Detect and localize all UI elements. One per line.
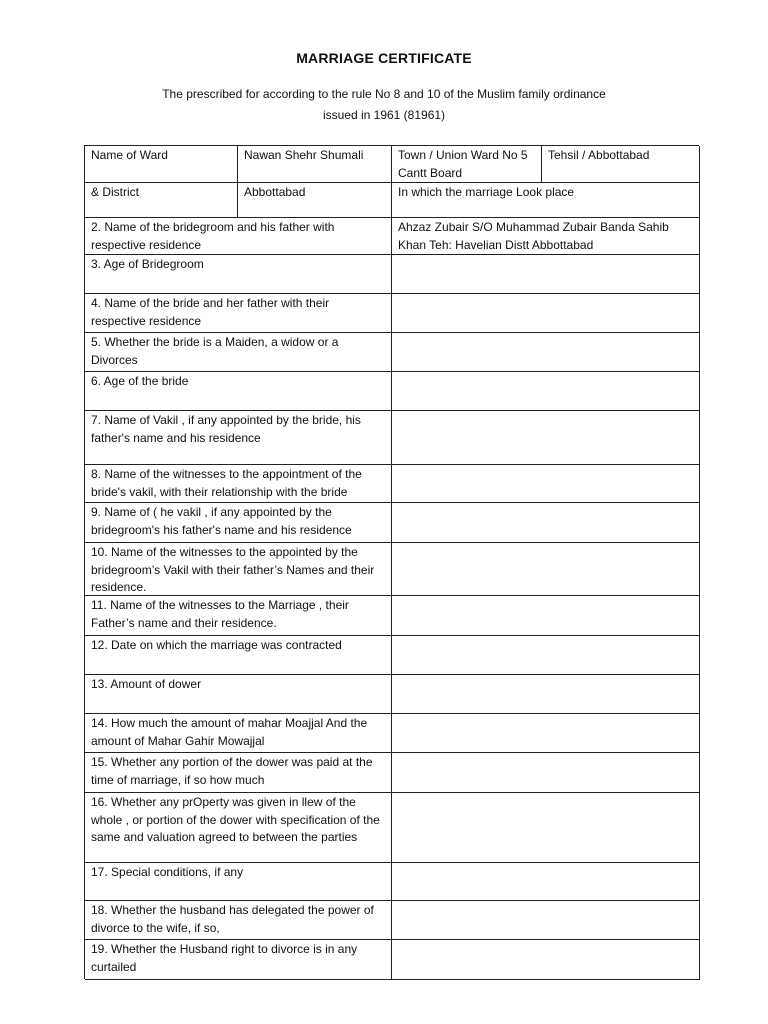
question-12-answer (392, 636, 700, 675)
question-15-label: 15. Whether any portion of the dower was paid at the time of marriage, if so how much (85, 753, 392, 793)
question-5-answer (392, 333, 700, 372)
subtitle-line-2: issued in 1961 (81961) (322, 108, 446, 122)
question-19-answer (392, 940, 700, 980)
subtitle-line-1: The prescribed for according to the rule No 8 and 10 of the Muslim family ordinance (162, 87, 606, 101)
question-11-label: 11. Name of the witnesses to the Marriage , their Father’s name and their residence. (85, 596, 392, 636)
name-of-ward-value: Nawan Shehr Shumali (238, 146, 392, 183)
question-14-label: 14. How much the amount of mahar Moajjal And the amount of Mahar Gahir Mowajjal (85, 714, 392, 753)
question-2-label: 2. Name of the bridegroom and his father with respective residence (85, 218, 392, 255)
question-11-answer (392, 596, 700, 636)
question-2-answer: Ahzaz Zubair S/O Muhammad Zubair Banda Sahib Khan Teh: Havelian Distt Abbottabad (392, 218, 700, 255)
question-9-answer (392, 503, 700, 543)
question-16-answer (392, 793, 700, 863)
question-10-answer (392, 543, 700, 596)
question-12-label: 12. Date on which the marriage was contracted (85, 636, 392, 675)
question-8-answer (392, 465, 700, 503)
name-of-ward-label: Name of Ward (85, 146, 238, 183)
question-14-answer (392, 714, 700, 753)
question-7-label: 7. Name of Vakil , if any appointed by the bride, his father's name and his residence (85, 411, 392, 465)
question-3-label: 3. Age of Bridegroom (85, 255, 392, 294)
marriage-place-label: In which the marriage Look place (392, 183, 700, 218)
question-18-label: 18. Whether the husband has delegated the power of divorce to the wife, if so, (85, 901, 392, 940)
question-4-label: 4. Name of the bride and her father with their respective residence (85, 294, 392, 333)
question-13-label: 13. Amount of dower (85, 675, 392, 714)
district-value: Abbottabad (238, 183, 392, 218)
question-5-label: 5. Whether the bride is a Maiden, a widow or a Divorces (85, 333, 392, 372)
question-6-answer (392, 372, 700, 411)
question-10-label: 10. Name of the witnesses to the appointed by the bridegroom’s Vakil with their father’s Names and their residence. (85, 543, 392, 596)
question-15-answer (392, 753, 700, 793)
question-13-answer (392, 675, 700, 714)
question-19-label: 19. Whether the Husband right to divorce is in any curtailed (85, 940, 392, 980)
question-7-answer (392, 411, 700, 465)
district-label: & District (85, 183, 238, 218)
question-8-label: 8. Name of the witnesses to the appointment of the bride's vakil, with their relationship with the bride (85, 465, 392, 503)
question-16-label: 16. Whether any prOperty was given in llew of the whole , or portion of the dower with specification of the same and valuation agreed to between the parties (85, 793, 392, 863)
document-subtitle (100, 84, 668, 126)
question-9-label: 9. Name of ( he vakil , if any appointed by the bridegroom's his father's name and his residence (85, 503, 392, 543)
question-3-answer (392, 255, 700, 294)
question-18-answer (392, 901, 700, 940)
certificate-table (84, 145, 699, 979)
question-6-label: 6. Age of the bride (85, 372, 392, 411)
tehsil-label: Tehsil / Abbottabad (542, 146, 700, 183)
document-title: MARRIAGE CERTIFICATE (296, 50, 472, 66)
question-17-answer (392, 863, 700, 901)
question-4-answer (392, 294, 700, 333)
town-union-label: Town / Union Ward No 5 Cantt Board (392, 146, 542, 183)
question-17-label: 17. Special conditions, if any (85, 863, 392, 901)
